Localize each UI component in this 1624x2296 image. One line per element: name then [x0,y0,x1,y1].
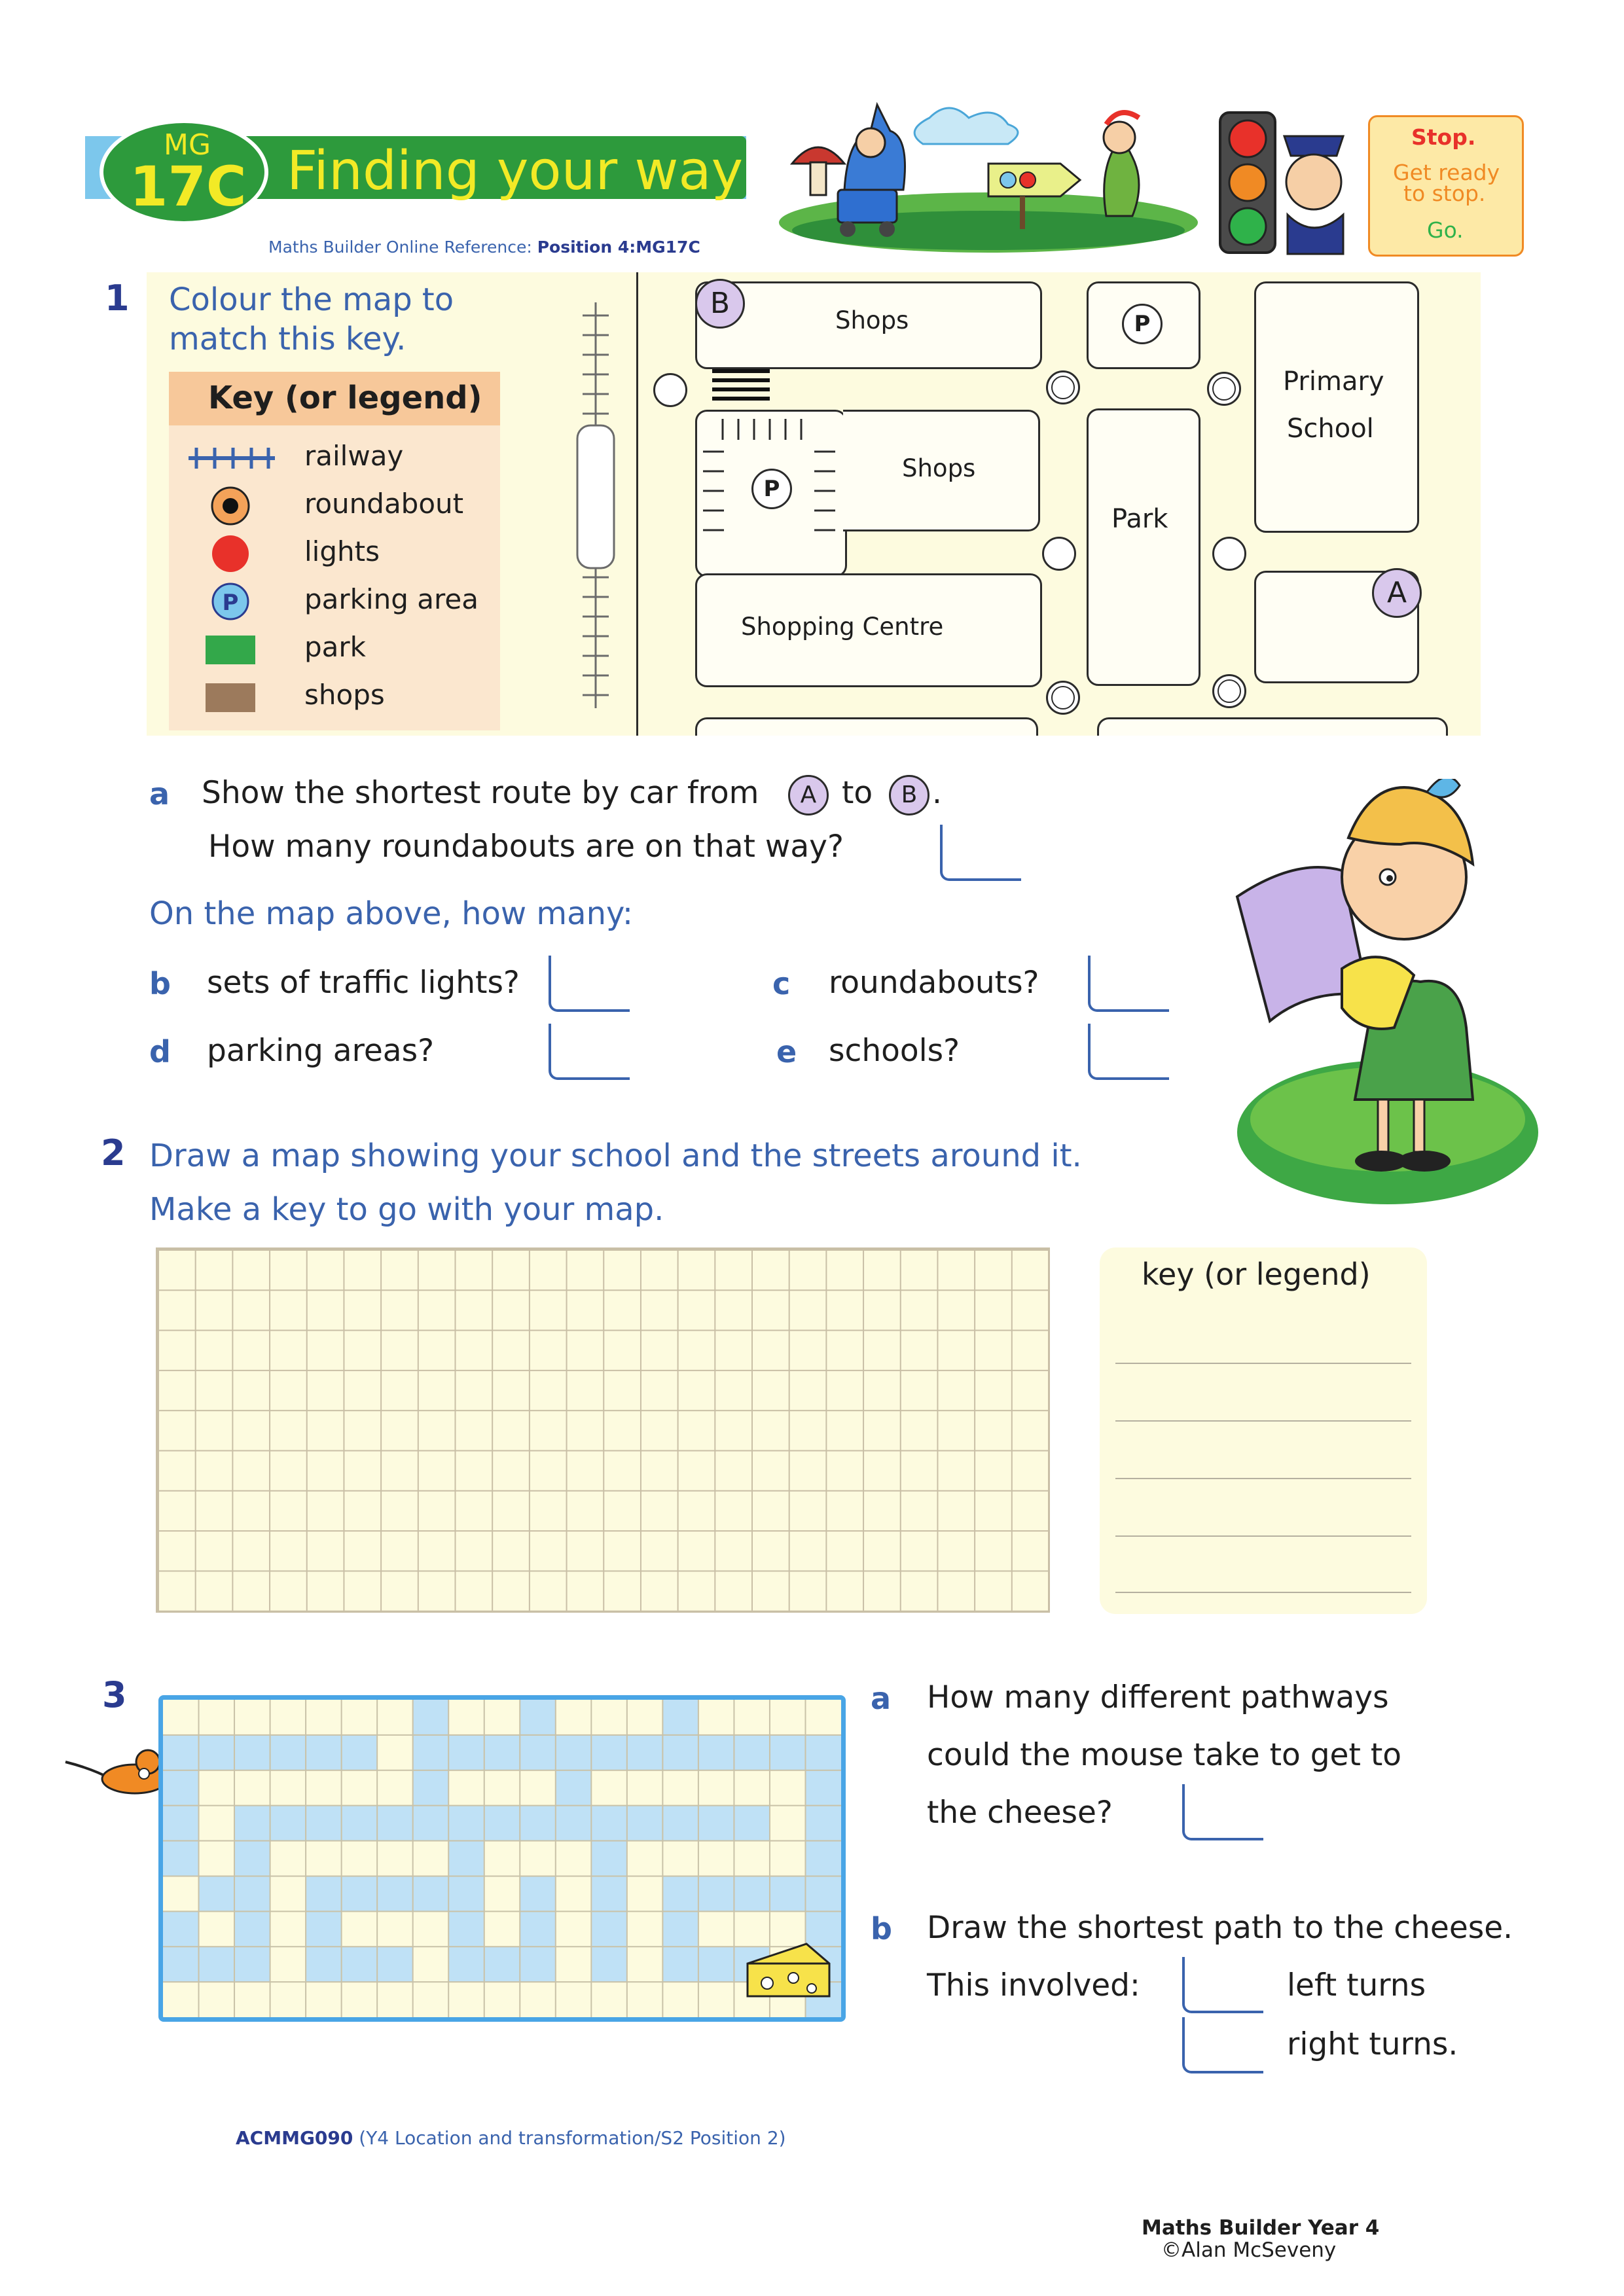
answer-box-q1a[interactable] [940,825,1021,881]
q1a-letter: a [149,776,170,812]
q1a-to: to [842,775,873,811]
key-writing-line[interactable] [1115,1363,1411,1364]
parking-icon [213,584,248,619]
cheese-icon [741,1937,833,2003]
sign-stop: Stop. [1411,124,1476,150]
legend-park: park [304,631,366,663]
roundabout-icon[interactable] [1212,537,1246,571]
answer-box-q1b[interactable] [549,956,630,1012]
q2-line1: Draw a map showing your school and the streets around it. [149,1138,1082,1174]
q1-instruction-line1: Colour the map to [169,281,454,318]
park-scene-illustration [772,92,1204,255]
map-road-edge [636,272,638,736]
svg-text:P: P [222,590,239,616]
parking-icon: P [751,469,792,509]
answer-box-q3a[interactable] [1182,1784,1263,1840]
answer-box-left-turns[interactable] [1182,1957,1263,2013]
legend-railway: railway [304,440,404,472]
q1d-text: parking areas? [207,1033,435,1069]
answer-box-q1e[interactable] [1088,1024,1169,1080]
explorer-character [1104,144,1139,216]
question-1-number: 1 [105,278,130,319]
badge-strand: MG [164,128,211,162]
q3b-letter: b [871,1911,892,1946]
police-officer-character [1286,154,1341,209]
key-writing-line[interactable] [1115,1535,1411,1537]
answer-box-q1c[interactable] [1088,956,1169,1012]
roundabout-icon[interactable] [1046,370,1080,404]
shops-swatch [206,683,255,712]
roundabout-icon[interactable] [1042,537,1076,571]
legend-shops: shops [304,679,385,711]
pedestrian-crossing [708,368,774,404]
question-3-number: 3 [102,1674,127,1715]
traffic-light-icon [212,535,249,572]
q2-line2: Make a key to go with your map. [149,1191,664,1228]
mushroom-icon [792,147,844,164]
q3b-left-label: left turns [1287,1967,1426,2003]
label-shops-middle: Shops [902,454,976,482]
cloud-icon [914,108,1018,144]
q1e-text: schools? [829,1033,960,1069]
park-swatch [206,636,255,664]
badge-code: 17C [130,154,247,219]
q3b-line2: This involved: [927,1967,1140,2003]
online-reference: Maths Builder Online Reference: Position 4:MG17C [268,238,700,257]
q3b-right-label: right turns. [1287,2026,1458,2062]
key-writing-line[interactable] [1115,1420,1411,1422]
label-school-line2: School [1287,414,1374,444]
map-crop-mask [147,736,1495,762]
book-title: Maths Builder Year 4 [1142,2216,1380,2240]
q3a-line3: the cheese? [927,1795,1113,1831]
q3a-line1: How many different pathways [927,1679,1389,1715]
drawing-grid[interactable] [156,1247,1050,1613]
page-title: Finding your way [287,140,744,202]
label-school-line1: Primary [1283,367,1384,397]
q3b-line1: Draw the shortest path to the cheese. [927,1910,1513,1946]
roundabout-icon[interactable] [1207,372,1241,406]
q1a-text: Show the shortest route by car from [202,775,759,811]
legend-lights: lights [304,535,380,567]
q1a-full-stop: . [932,775,942,811]
girl-reading-map-illustration [1231,779,1545,1211]
q1-instruction-line2: match this key. [169,321,406,357]
sign-go: Go. [1427,217,1464,243]
roundabout-icon[interactable] [653,373,687,407]
q3a-line2: could the mouse take to get to [927,1737,1402,1773]
key-writing-line[interactable] [1115,1592,1411,1593]
roundabout-icon[interactable] [1046,681,1080,715]
roundabout-icon [212,488,249,524]
cart-icon [838,190,897,223]
block-park[interactable] [1087,408,1200,686]
key-panel [1100,1247,1427,1614]
answer-box-q1d[interactable] [549,1024,630,1080]
maze-gridlines [163,1700,841,2017]
question-2-number: 2 [101,1132,126,1174]
q1e-letter: e [776,1034,797,1069]
answer-box-right-turns[interactable] [1182,2017,1263,2073]
legend-title: Key (or legend) [208,380,482,416]
legend-parking: parking area [304,583,478,615]
marker-a: A [1372,568,1422,618]
railway-icon [189,448,275,469]
marker-b-inline: B [889,775,929,816]
traffic-officer-illustration [1219,110,1350,260]
key-writing-line[interactable] [1115,1478,1411,1479]
marker-b: B [695,279,745,329]
q1-sub-heading: On the map above, how many: [149,895,634,932]
legend-symbols [183,442,281,717]
copyright: ©Alan McSeveny [1161,2238,1337,2262]
q1b-letter: b [149,966,171,1001]
q1a-question: How many roundabouts are on that way? [208,829,844,865]
block-primary-school[interactable] [1254,281,1419,533]
key-panel-title: key (or legend) [1142,1257,1371,1292]
q1b-text: sets of traffic lights? [207,965,520,1001]
railway-station [577,425,614,568]
label-shopping-centre: Shopping Centre [741,613,944,641]
q1d-letter: d [149,1034,171,1069]
q1c-letter: c [772,966,791,1001]
q1c-text: roundabouts? [829,965,1039,1001]
label-shops-top: Shops [835,306,909,334]
parking-icon: P [1122,304,1163,344]
hair-bow-icon [1427,779,1460,797]
sign-ready-2: to stop. [1403,181,1486,206]
label-park: Park [1111,504,1168,534]
curriculum-reference: ACMMG090 (Y4 Location and transformation/S2 Position 2) [236,2127,786,2149]
police-cap-icon [1284,136,1343,156]
marker-a-inline: A [788,775,829,816]
q3a-letter: a [871,1681,892,1716]
sign-ready-1: Get ready [1393,160,1500,185]
legend-roundabout: roundabout [304,488,464,520]
roundabout-icon[interactable] [1212,674,1246,708]
map-railway [571,302,623,708]
